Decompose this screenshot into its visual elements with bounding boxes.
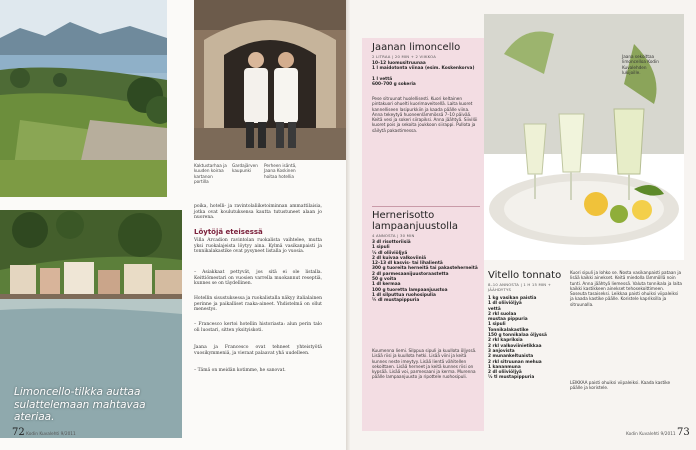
recipe2-title: Hernerisotto lampaanjuustolla — [372, 210, 458, 232]
recipe3-ingredient: 3 anjovista — [488, 348, 515, 354]
photo-caption-3: Perheen isäntä, Jaana Koskinen hoitaa hotellia — [264, 163, 297, 179]
recipe2-meta: 4 ANNOSTA | 30 MIN — [372, 233, 415, 238]
recipe3-ingredient: 1 kg vasikan paistia — [488, 296, 537, 301]
body-paragraph: – Francesco kertoi hotellin historiasta: alun perin talo oli luostari, sitten yksityiskoti. — [194, 322, 322, 333]
recipe3-ingredient: 2 munankeltuaista — [488, 354, 534, 360]
recipe1-ingredient: 600–700 g sokeria — [372, 82, 416, 87]
recipe1-ingredient: 1 l maidotonta viinaa (esim. Koskenkorva) — [372, 66, 475, 71]
recipe1-ingredient: 10–12 luomusitruunaa — [372, 61, 426, 66]
right-folio — [626, 427, 690, 438]
limoncello-glasses-photo — [484, 14, 684, 260]
recipe2-ingredient: ½ dl oliiviöljyä — [372, 250, 408, 256]
recipe3-ingredient: 2 rkl valkoviinietikkaa — [488, 343, 542, 349]
recipe2-ingredient: 3 dl risottoriisiä — [372, 240, 411, 245]
folio-text: Kodin Kuvalehti 9/2011 — [26, 432, 76, 437]
recipe3-ingredient: mustaa pippuria — [488, 317, 528, 323]
recipe2-ingredient: ¼ dl mustapippuria — [372, 298, 420, 304]
chefs-photo — [194, 0, 346, 160]
body-paragraph: Hotellin sisustuksessa ja ruokalistalla näkyy italialainen perinne ja paikalliset raaka-aineet. Yhdistelmä on ollut menestys. — [194, 296, 322, 313]
recipe3-ingredient: 1 sipuli — [488, 322, 506, 328]
drinks-photo-caption: Jaana sekoittaa limoncelloa Kodin Kuvalehden lukijoille. — [622, 54, 659, 75]
recipe2-ingredient: 1 sipuli — [372, 245, 390, 251]
recipe3-ingredient: vettä — [488, 306, 501, 312]
page-number: 73 — [677, 427, 690, 438]
recipe2-method: Kuumenna liemi. Silppua sipuli ja kuullota öljyssä. Lisää riisi ja kuullota hetki. Lisää viini ja keitä kunnes neste imeytyy. Lisää lientä vähitellen sekoittaen. Lisää herneet ja keitä kunnes riisi on kypsää. Lisää voi, parmesaani ja kerma. Murenna päälle lampaanjuusto ja ripottele ruohosipuli. — [372, 348, 477, 380]
lake-landscape-photo — [0, 0, 167, 197]
body-paragraph: – Asiakkaat pettyvät, jos sitä ei ole listalla. Keittiömestari on vuosien varrella muokannut reseptiä, kunnes se on täydellinen. — [194, 270, 322, 287]
body-intro: poika, hotelli- ja ravintolaliiketoiminnan ammattilaisia, jotka ovat koulutuksensa kautta tutustuneet alaan jo nuorena. — [194, 204, 322, 221]
recipe3-ingredient: 2 rkl kapriksia — [488, 338, 523, 344]
recipe2-ingredient: 2 dl kuivaa valkoviiniä — [372, 255, 427, 261]
recipe1-title: Jaanan limoncello — [372, 42, 461, 53]
recipe3-ingredients — [488, 296, 566, 381]
recipe2-ingredient: 1 dl kermaa — [372, 282, 401, 288]
recipe1-meta: 2 LITRAA | 20 MIN + 2 VIIKKOA — [372, 54, 437, 59]
recipe3-ingredient: ½ tl mustapippuria — [488, 375, 535, 381]
recipe2-ingredient: 300 g tuoreita herneitä tai pakasteherneitä — [372, 266, 478, 272]
left-folio — [12, 427, 76, 438]
recipe3-ingredient: Tonnikalakastike — [488, 327, 529, 333]
recipe3-ingredient: 2 dl oliiviöljyä — [488, 370, 522, 376]
recipe2-ingredients — [372, 240, 480, 304]
body-paragraph: Villa Arcadion ravintolan ruokalista vaihtelee, mutta yksi ruokalajeista löytyy aina. Kylmä vasikanpaisti ja tonnikalakastike ovat pysyneet listalla jo vuosia. — [194, 238, 322, 255]
recipe3-method: Kuori sipuli ja lohko se. Nosta vasikanpaisti pataan ja lisää kaikki ainekset. Keitä miedolla lämmöllä noin tunti. Anna jäähtyä liemessä. Valuta tonnikala ja laita kaikki kastikkeen ainekset tehosekoittimeen. Soseuta tasaiseksi. Leikkaa paisti ohuiksi viipaleiksi ja kaada kastike päälle. Koristele kapriksilla ja sitruunalla. — [570, 270, 682, 307]
recipe1-method: Pese sitruunat huolellisesti. Kuori keltainen pintakuori ohuelti kuorimaveitsellä. Laita kuoret kannelliseen lasipurkkiin ja kaada päälle viina. Anna tekeytyä huoneenlämmössä 7–10 päivää. Keitä vesi ja sokeri siirapiksi. Anna jäähtyä. Siivilöi kuoret pois ja sekoita joukkoon siirappi. Pullota ja säilytä pakastimessa. — [372, 96, 478, 133]
photo-caption-2: Gardajärven kaupunki — [232, 163, 258, 174]
body-paragraph: Jaana ja Francesco ovat tehneet yhteistyötä vuosikymmeniä, ja vieraat palaavat yhä uudelleen. — [194, 345, 322, 356]
recipe2-ingredient: 12–13 dl kasvis- tai lihalientä — [372, 261, 443, 267]
photo-caption-1: Kaktustarhaa ja kuuden koiraa kartanon portilla — [194, 163, 227, 184]
page-number: 72 — [12, 427, 25, 438]
recipe3-ingredient: 2 rkl suolaa — [488, 311, 517, 317]
recipe1-ingredient: 1 l vettä — [372, 77, 393, 82]
recipe3-meta: 8–10 ANNOSTA | 1 H 15 MIN + JÄÄHDYTYS — [488, 282, 552, 292]
folio-text: Kodin Kuvalehti 9/2011 — [626, 432, 676, 437]
recipe3-ingredient: 1 kananmuna — [488, 364, 521, 370]
recipe3-method-more: LEIKKAA paisti ohuiksi viipaleiksi. Kaada kastike päälle ja koristele. — [570, 380, 671, 391]
recipe2-ingredient: 100 g tuoretta lampaanjuustoa — [372, 287, 448, 293]
recipe3-ingredient: 150 g tonnikalaa öljyssä — [488, 333, 547, 339]
recipe2-ingredient: 1 dl silputtua ruohosipulia — [372, 292, 436, 298]
left-page — [0, 0, 346, 450]
recipe2-ingredient: 50 g voita — [372, 277, 397, 283]
recipe3-ingredient: 2 rkl sitruunan mehua — [488, 359, 542, 365]
recipe2-ingredient: 2 dl parmesaanijuustoraastetta — [372, 271, 449, 277]
subhead: Löytöjä eteisessä — [194, 228, 263, 236]
recipe3-ingredient: 1 dl oliiviöljyä — [488, 301, 522, 307]
body-paragraph: – Tämä on meidän kotimme, he sanovat. — [194, 368, 286, 373]
recipe3-title: Vitello tonnato — [488, 270, 562, 281]
divider — [372, 206, 480, 207]
pull-quote: Limoncello-tilkka auttaa sulattelemaan mahtavaa ateriaa. — [14, 386, 146, 423]
